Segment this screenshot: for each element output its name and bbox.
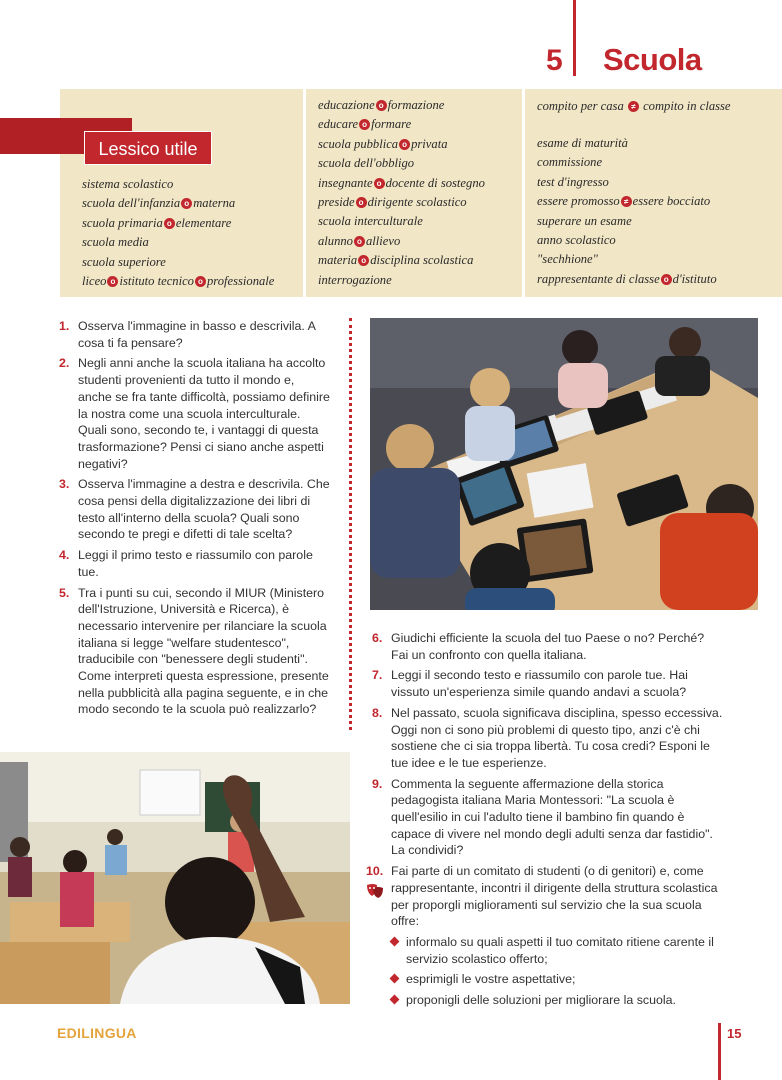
- lexicon-entry: [318, 212, 518, 231]
- question-number: 9.: [372, 776, 383, 791]
- bullet-text: informalo su quali aspetti il tuo comitato ritiene carente il servizio scolastico offerto;: [406, 934, 714, 966]
- question-list-left: [59, 318, 330, 722]
- diamond-bullet-icon: [390, 995, 400, 1005]
- or-badge-icon: o: [376, 100, 387, 111]
- question-item: [372, 705, 724, 772]
- lexicon-term: anno scolastico: [537, 232, 616, 247]
- diamond-bullet-icon: [390, 937, 400, 947]
- lexicon-entry: [537, 231, 737, 250]
- lexicon-entry: [537, 270, 737, 289]
- lexicon-term: materia: [318, 253, 358, 268]
- or-badge-icon: o: [354, 236, 365, 247]
- question-text: Commenta la seguente affermazione della storica pedagogista italiana Maria Montessori: "La scuola è quell'esilio in cui l'adulto tiene il bambino fin quando è capace di vivere nel mondo degli adulti senza dar fastidio". La condividi?: [391, 776, 713, 858]
- header-rule: [573, 0, 576, 76]
- or-badge-icon: o: [359, 119, 370, 130]
- lexicon-term: esame di maturità: [537, 136, 628, 150]
- question-text: Leggi il primo testo e riassumilo con parole tue.: [78, 548, 313, 579]
- lexicon-entry: [537, 173, 737, 192]
- dotted-divider: [349, 318, 352, 730]
- lexicon-term: scuola primaria: [82, 215, 163, 230]
- lexicon-entry: [82, 175, 300, 194]
- theater-masks-icon: [366, 883, 384, 899]
- question-text: Tra i punti su cui, secondo il MIUR (Ministero dell'Istruzione, Università e Ricerca), è necessario intervenire per rilanciare la scuola italiana si legge "welfare studentesco", traducibile con "benessere degli studenti". Come interpreti questa espressione, presente nella pubblicità alla pagina seguente, e in che modo secondo te la scuola può realizzarlo?: [78, 585, 329, 717]
- lexicon-column-2: [318, 96, 518, 290]
- lexicon-term: istituto tecnico: [119, 273, 194, 288]
- lexicon-term: disciplina scolastica: [370, 253, 474, 268]
- lexicon-term: superare un esame: [537, 213, 632, 228]
- or-badge-icon: o: [356, 197, 367, 208]
- question-text: Osserva l'immagine a destra e descrivila. Che cosa pensi della digitalizzazione dei libri di testo all'interno della scuola? Quali sono secondo te pregi e difetti di tale scelta?: [78, 477, 330, 542]
- question-list-right: [366, 630, 724, 1013]
- lexicon-term: d'istituto: [672, 271, 717, 286]
- lexicon-term: professionale: [206, 273, 275, 288]
- question-number: 6.: [372, 631, 383, 645]
- lexicon-entry: [537, 250, 737, 269]
- lexicon-entry: [318, 193, 518, 212]
- question-text: Fai parte di un comitato di studenti (o di genitori) e, come rappresentante, incontri il dirigente della struttura scolastica per proporgli miglioramenti sul servizio che la sua scuola offre:: [391, 864, 718, 929]
- lexicon-entry: [318, 271, 518, 290]
- lexicon-entry: [318, 232, 518, 251]
- chapter-number: 5: [546, 44, 563, 77]
- lexicon-term: liceo: [82, 273, 107, 288]
- question-number: 4.: [59, 548, 70, 563]
- or-badge-icon: o: [164, 218, 175, 229]
- question-item: [59, 547, 330, 580]
- bullet-item: [391, 934, 724, 967]
- lexicon-term: insegnante: [318, 175, 373, 190]
- question-item: [59, 585, 330, 719]
- lexicon-column-1: [82, 175, 300, 291]
- question-item: [59, 476, 330, 543]
- or-badge-icon: o: [358, 255, 369, 266]
- lexicon-entry: [82, 253, 300, 272]
- lexicon-term: educare: [318, 117, 359, 132]
- lexicon-term: commissione: [537, 155, 603, 170]
- lexicon-term: essere bocciato: [632, 194, 711, 209]
- contrast-badge-icon: ≠: [621, 196, 632, 207]
- lexicon-term: compito in classe: [643, 99, 731, 113]
- lexicon-term: privata: [411, 136, 448, 151]
- lexicon-term: "sechhione": [537, 252, 598, 267]
- bullet-list: [391, 934, 724, 1009]
- bullet-text: proponigli delle soluzioni per migliorare la scuola.: [406, 993, 676, 1008]
- question-item: [59, 318, 330, 351]
- question-text: Negli anni anche la scuola italiana ha accolto studenti provenienti da tutto il mondo e, anche se fra tante difficoltà, possiamo definire la nostra come una scuola interculturale. Quali sono, secondo te, i vantaggi di questa trasformazione? Pensi ci siano anche aspetti negativi?: [78, 356, 330, 471]
- lexicon-entry: [318, 96, 518, 115]
- question-text: Nel passato, scuola significava disciplina, spesso eccessiva. Oggi non ci sono più problemi di questo tipo, anzi c'è chi sostiene che ci sia troppa libertà. Tu cosa credi? Esponi le tue idee e le tue esperienze.: [391, 705, 723, 770]
- lexicon-divider: [522, 89, 525, 297]
- lexicon-term: rappresentante di classe: [537, 271, 660, 286]
- lexicon-term: test d'ingresso: [537, 174, 609, 189]
- lexicon-entry: [318, 135, 518, 154]
- lexicon-column-3: [537, 96, 737, 289]
- lexicon-entry: [318, 174, 518, 193]
- publisher-logo: EDILINGUA: [57, 1025, 137, 1041]
- lexicon-entry: [82, 272, 300, 291]
- lexicon-term: sistema scolastico: [82, 177, 174, 191]
- lexicon-term: interrogazione: [318, 272, 392, 287]
- footer-rule: [718, 1023, 721, 1080]
- question-number: 7.: [372, 668, 383, 683]
- or-badge-icon: o: [195, 276, 206, 287]
- lexicon-term: essere promosso: [537, 194, 620, 209]
- lexicon-term: docente di sostegno: [385, 175, 485, 190]
- or-badge-icon: o: [661, 274, 672, 285]
- lexicon-term: dirigente scolastico: [367, 194, 467, 209]
- question-item: [372, 667, 724, 700]
- lexicon-entry: [537, 153, 737, 172]
- lexicon-banner: Lessico utile: [84, 131, 212, 165]
- lexicon-term: scuola pubblica: [318, 136, 399, 151]
- question-item: [366, 863, 724, 1009]
- lexicon-entry: [318, 251, 518, 270]
- lexicon-term: formare: [371, 117, 412, 132]
- lexicon-term: alunno: [318, 233, 353, 248]
- question-number: 3.: [59, 477, 70, 492]
- question-number: 8.: [372, 705, 383, 720]
- chapter-title: Scuola: [603, 42, 702, 77]
- lexicon-term: allievo: [365, 233, 401, 248]
- question-item: [59, 355, 330, 472]
- or-badge-icon: o: [374, 178, 385, 189]
- lexicon-entry: [318, 154, 518, 173]
- lexicon-term: formazione: [387, 98, 445, 112]
- or-badge-icon: o: [399, 139, 410, 150]
- lexicon-entry: [82, 194, 300, 213]
- lexicon-divider: [303, 89, 306, 297]
- bullet-item: [391, 971, 724, 988]
- question-number: 10.: [366, 864, 384, 879]
- lexicon-term: scuola interculturale: [318, 214, 423, 229]
- bullet-text: esprimigli le vostre aspettative;: [406, 972, 576, 987]
- lexicon-entry: [82, 233, 300, 252]
- question-number: 1.: [59, 319, 70, 333]
- lexicon-term: scuola dell'infanzia: [82, 196, 181, 211]
- photo-tablets-classroom: [370, 318, 758, 610]
- lexicon-term: educazione: [318, 98, 375, 112]
- lexicon-entry: [318, 115, 518, 134]
- lexicon-entry: [537, 192, 737, 211]
- or-badge-icon: o: [107, 276, 118, 287]
- photo-raised-hand-classroom: [0, 752, 350, 1004]
- question-number: 5.: [59, 585, 70, 600]
- question-item: [372, 776, 724, 860]
- question-number: 2.: [59, 356, 70, 371]
- question-text: Leggi il secondo testo e riassumilo con parole tue. Hai vissuto un'esperienza simile quando andavi a scuola?: [391, 668, 688, 700]
- lexicon-entry: [537, 96, 737, 134]
- or-badge-icon: o: [181, 198, 192, 209]
- question-item: [372, 630, 724, 663]
- question-text: Osserva l'immagine in basso e descrivila. A cosa ti fa pensare?: [78, 319, 316, 350]
- lexicon-term: compito per casa: [537, 99, 624, 113]
- bullet-item: [391, 992, 724, 1009]
- page-number: 15: [727, 1026, 742, 1041]
- lexicon-entry: [537, 134, 737, 153]
- lexicon-term: elementare: [175, 215, 232, 230]
- diamond-bullet-icon: [390, 974, 400, 984]
- lexicon-term: scuola media: [82, 235, 149, 250]
- question-text: Giudichi efficiente la scuola del tuo Paese o no? Perché? Fai un confronto con quella italiana.: [391, 631, 705, 662]
- lexicon-entry: [82, 214, 300, 233]
- contrast-badge-icon: ≠: [628, 101, 639, 112]
- lexicon-term: scuola dell'obbligo: [318, 156, 415, 171]
- lexicon-term: materna: [193, 196, 236, 211]
- lexicon-entry: [537, 212, 737, 231]
- lexicon-term: scuola superiore: [82, 254, 166, 269]
- lexicon-term: preside: [318, 194, 355, 209]
